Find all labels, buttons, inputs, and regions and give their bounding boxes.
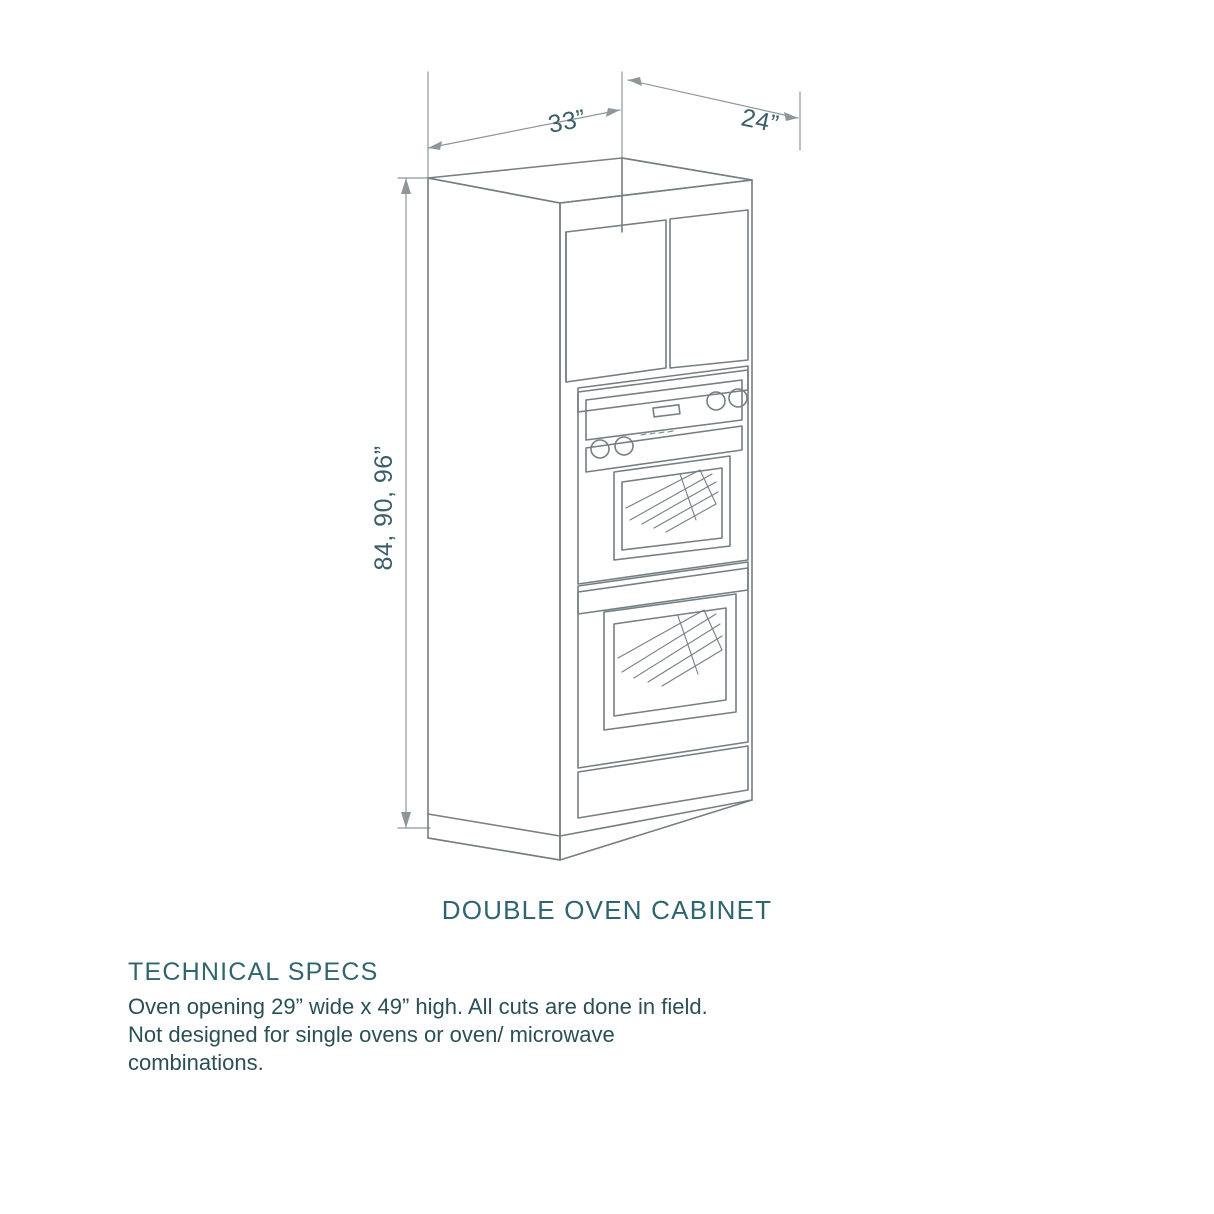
specs-body: Oven opening 29” wide x 49” high. All cuts are done in field. Not designed for single ovens or oven/ microwave combinations. <box>128 994 708 1076</box>
upper-door-left <box>566 220 666 382</box>
cabinet-front-face <box>560 180 752 860</box>
oven-knob <box>615 437 633 455</box>
height-dimension-label: 84, 90, 96” <box>370 445 398 571</box>
specs-heading: TECHNICAL SPECS <box>128 958 379 986</box>
oven-display <box>653 405 680 417</box>
bottom-drawer <box>578 746 748 818</box>
depth-dimension-label: 24” <box>738 103 782 139</box>
width-dimension-label: 33” <box>545 104 589 139</box>
technical-specs <box>128 958 888 1077</box>
cabinet-left-face <box>428 178 560 860</box>
cabinet-top-face <box>428 158 752 203</box>
diagram-caption: DOUBLE OVEN CABINET <box>441 895 773 925</box>
upper-door-right <box>670 210 748 368</box>
oven-knob <box>591 440 609 458</box>
